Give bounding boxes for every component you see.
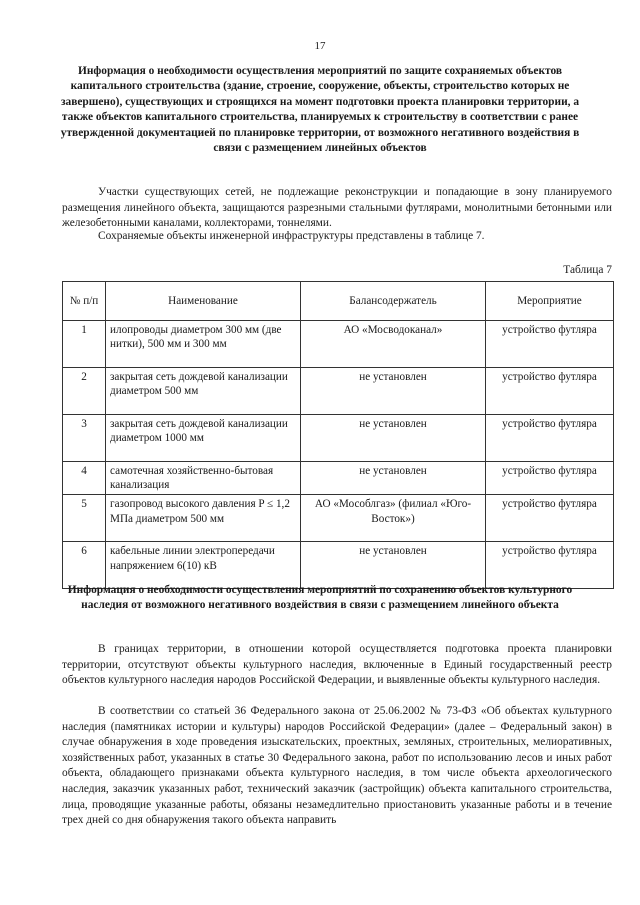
section-heading-protection: Информация о необходимости осуществления мероприятий по защите сохраняемых объектов капитального строительства (здание, строение, сооружение, объекты, строительство которых не завершено), существующих и строящихся на момент подготовки проекта планировки территории, а также объектов капитального строительства, планируемых к строительству в соответствии с ранее утвержденной документацией по планировке территории, от возможного негативного воздействия в связи с размещением линейных объектов: [60, 65, 580, 155]
cell-owner: не установлен: [301, 415, 486, 462]
cell-owner: не установлен: [301, 542, 486, 589]
paragraph-existing-networks: Участки существующих сетей, не подлежащие реконструкции и попадающие в зону планируемого размещения линейного объекта, защищаются разрезными стальными футлярами, монолитными бетонными или железобетонными каналами, коллекторами, тоннелями.: [62, 186, 612, 230]
cell-name: газопровод высокого давления P ≤ 1,2 МПа диаметром 500 мм: [106, 495, 301, 542]
header-name: Наименование: [106, 282, 301, 321]
cell-owner: не установлен: [301, 368, 486, 415]
cell-num: 1: [63, 321, 106, 368]
cell-owner: не установлен: [301, 462, 486, 495]
cell-num: 2: [63, 368, 106, 415]
cell-name: самотечная хозяйственно-бытовая канализация: [106, 462, 301, 495]
cell-action: устройство футляра: [486, 495, 614, 542]
cell-action: устройство футляра: [486, 321, 614, 368]
section-heading-cultural-heritage: Информация о необходимости осуществления мероприятий по сохранению объектов культурного наследия от возможного негативного воздействия в связи с размещением линейного объекта: [67, 584, 573, 612]
cell-owner: АО «Мособлгаз» (филиал «Юго-Восток»): [301, 495, 486, 542]
cell-owner: АО «Мосводоканал»: [301, 321, 486, 368]
table-row: [63, 321, 614, 368]
header-owner: Балансодержатель: [301, 282, 486, 321]
table-row: [63, 462, 614, 495]
paragraph-table-reference: Сохраняемые объекты инженерной инфраструктуры представлены в таблице 7.: [98, 230, 485, 242]
table-header-row: [63, 282, 614, 321]
cell-action: устройство футляра: [486, 368, 614, 415]
paragraph-federal-law: В соответствии со статьей 36 Федерального закона от 25.06.2002 № 73-ФЗ «Об объектах культурного наследия (памятниках истории и культуры) народов Российской Федерации» (далее – Федеральный закон) в случае обнаружения в ходе проведения изыскательских, проектных, земляных, строительных, мелиоративных, хозяйственных работ, указанных в статье 30 Федерального закона, работ по использованию лесов и иных работ объекта, обладающего признаками объекта культурного наследия, в том числе объекта археологического наследия, заказчик указанных работ, технический заказчик (застройщик) объекта капитального строительства, лица, проводящие указанные работы, обязаны незамедлительно приостановить указанные работы и в течение трех дней со дня обнаружения такого объекта направить: [62, 705, 612, 827]
table-row: [63, 495, 614, 542]
infrastructure-table: [62, 281, 614, 589]
cell-name: илопроводы диаметром 300 мм (две нитки), 500 мм и 300 мм: [106, 321, 301, 368]
cell-num: 5: [63, 495, 106, 542]
page-number: 17: [314, 40, 326, 52]
cell-num: 6: [63, 542, 106, 589]
table-row: [63, 542, 614, 589]
header-num: № п/п: [63, 282, 106, 321]
table-row: [63, 368, 614, 415]
cell-name: закрытая сеть дождевой канализации диаметром 1000 мм: [106, 415, 301, 462]
cell-action: устройство футляра: [486, 462, 614, 495]
table-row: [63, 415, 614, 462]
cell-num: 3: [63, 415, 106, 462]
cell-name: кабельные линии электропередачи напряжением 6(10) кВ: [106, 542, 301, 589]
header-action: Мероприятие: [486, 282, 614, 321]
cell-action: устройство футляра: [486, 542, 614, 589]
cell-name: закрытая сеть дождевой канализации диаметром 500 мм: [106, 368, 301, 415]
table-label: Таблица 7: [563, 264, 612, 276]
paragraph-no-heritage-objects: В границах территории, в отношении которой осуществляется подготовка проекта планировки территории, отсутствуют объекты культурного наследия, включенные в Единый государственный реестр объектов культурного наследия народов Российской Федерации, и выявленные объекты культурного наследия.: [62, 643, 612, 687]
cell-num: 4: [63, 462, 106, 495]
cell-action: устройство футляра: [486, 415, 614, 462]
